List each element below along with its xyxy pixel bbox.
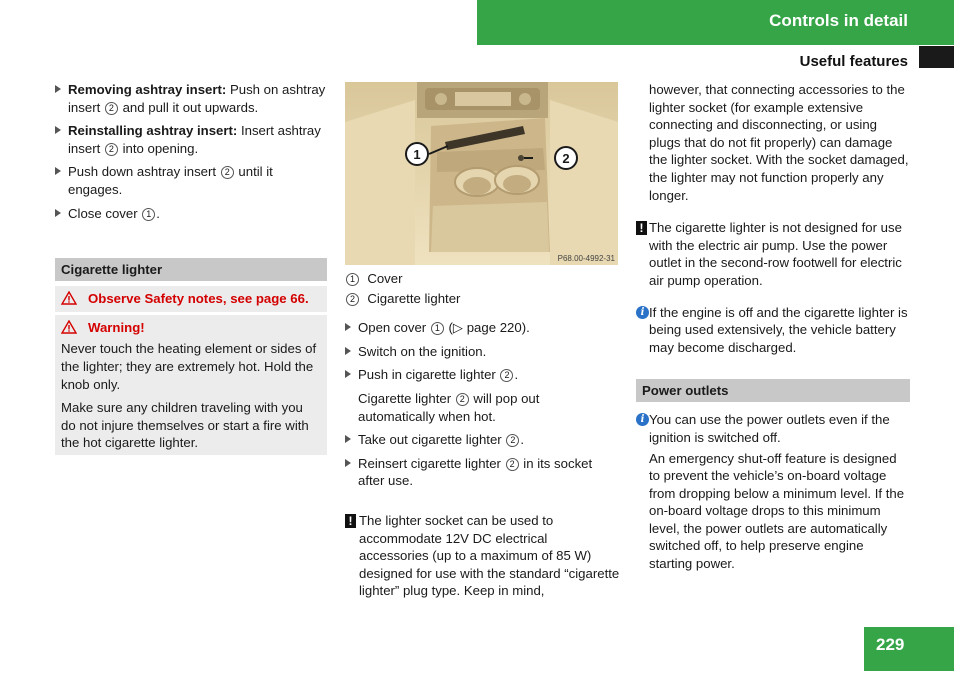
section-subtitle: Useful features	[799, 53, 908, 70]
bullet-arrow-icon	[55, 209, 61, 217]
caution-note	[636, 219, 910, 289]
item-number-circle: 2	[105, 143, 118, 156]
caution-text: The lighter socket can be used to accommodate 12V DC electrical accessories (up to a maximum of 85 W) designed for use with the standard “cigarette lighter” plug type. Keep in mind,	[359, 512, 620, 599]
item-number-circle: 2	[456, 393, 469, 406]
warning-triangle-icon	[61, 320, 77, 334]
column-right	[636, 81, 910, 573]
step-item	[55, 122, 327, 157]
caution-text: The cigarette lighter is not designed for use with the electric air pump. Use the power outlet in the second-row footwell for electric air pump operation.	[649, 220, 902, 288]
item-number-circle: 2	[346, 293, 359, 306]
info-icon: i	[636, 413, 649, 426]
info-note	[636, 411, 910, 446]
step-item	[345, 455, 620, 490]
step-label: Removing ashtray insert:	[68, 82, 227, 97]
step-text: will pop out automatically when hot.	[358, 390, 540, 424]
bullet-arrow-icon	[345, 370, 351, 378]
center-console-photo	[345, 82, 618, 265]
thumb-tab	[919, 46, 954, 68]
bullet-arrow-icon	[55, 167, 61, 175]
step-text: until it engages.	[68, 164, 273, 197]
body-paragraph: An emergency shut-off feature is designed to prevent the vehicle’s on-board voltage from dropping below a minimum level. If the on-board voltage drops to this minimum level, the power outlets are automatically switched off, to help preserve engine starting power.	[649, 450, 905, 572]
item-number-circle: 2	[221, 166, 234, 179]
caution-note-continued: however, that connecting accessories to the lighter socket (for example extensive connecting and disconnecting, or using plugs that do not fit properly) can damage the lighter socket. With the socket damaged, the lighter may not function properly any longer.	[649, 82, 909, 203]
info-text: You can use the power outlets even if the ignition is switched off.	[649, 412, 890, 445]
legend-item	[345, 270, 620, 288]
bullet-arrow-icon	[345, 323, 351, 331]
chapter-title: Controls in detail	[769, 11, 908, 30]
step-item	[345, 343, 620, 361]
column-left	[55, 81, 327, 455]
step-text: in its socket after use.	[358, 455, 593, 489]
page-number-box	[864, 627, 954, 671]
warning-text: Never touch the heating element or sides of the lighter; they are extremely hot. Hold the knob only.	[61, 341, 317, 392]
item-number-circle: 1	[142, 208, 155, 221]
step-text: .	[156, 205, 160, 221]
step-text: and pull it out upwards.	[118, 99, 259, 115]
item-number-circle: 2	[506, 434, 519, 447]
step-text: Close cover	[68, 205, 142, 221]
info-icon: i	[636, 306, 649, 319]
item-number-circle: 1	[346, 273, 359, 286]
legend-item	[345, 290, 620, 308]
step-item	[55, 163, 327, 198]
legend-text: Cigarette lighter	[367, 290, 461, 306]
item-number-circle: 2	[105, 102, 118, 115]
step-text: Reinsert cigarette lighter	[358, 455, 505, 471]
item-number-circle: 1	[431, 322, 444, 335]
section-title-cigarette-lighter: Cigarette lighter	[55, 258, 327, 281]
step-text: Push down ashtray insert	[68, 164, 220, 180]
info-text: If the engine is off and the cigarette lighter is being used extensively, the vehicle battery may become discharged.	[649, 304, 908, 355]
step-item	[55, 81, 327, 116]
chapter-header-bar	[477, 0, 954, 45]
step-text: .	[514, 367, 519, 383]
step-item	[345, 431, 620, 449]
caution-note	[345, 512, 620, 600]
warning-title: Warning!	[88, 319, 145, 335]
step-item	[345, 366, 620, 384]
step-text: Insert ashtray insert	[68, 123, 321, 156]
warning-triangle-icon	[61, 291, 77, 305]
warning-box	[55, 315, 327, 455]
safety-note-box	[55, 286, 327, 312]
callout-1-label: 1	[413, 147, 421, 162]
step-text: Take out cigarette lighter	[358, 432, 506, 448]
item-number-circle: 2	[500, 369, 513, 382]
photo-code: P68.00-4992-31	[557, 254, 615, 263]
exclamation-icon: !	[345, 514, 356, 528]
bullet-arrow-icon	[345, 459, 351, 467]
bullet-arrow-icon	[345, 435, 351, 443]
bullet-arrow-icon	[345, 347, 351, 355]
step-text: Open cover	[358, 320, 430, 336]
warning-text: Make sure any children traveling with you do not injure themselves or start a fire with the hot cigarette lighter.	[61, 400, 309, 451]
step-text: .	[520, 432, 525, 448]
info-note	[636, 304, 910, 357]
step-text: Switch on the ignition.	[358, 343, 487, 359]
bullet-arrow-icon	[55, 126, 61, 134]
step-text: Push in cigarette lighter	[358, 367, 500, 383]
step-item	[345, 319, 620, 337]
step-text: Push on ashtray insert	[68, 82, 326, 115]
exclamation-icon: !	[636, 221, 647, 235]
step-result	[345, 390, 620, 425]
bullet-arrow-icon	[55, 85, 61, 93]
legend-text: Cover	[367, 271, 403, 286]
callout-2-label: 2	[562, 151, 570, 166]
item-number-circle: 2	[506, 458, 519, 471]
section-title-power-outlets: Power outlets	[636, 379, 910, 402]
column-middle	[345, 82, 620, 600]
page-number: 229	[876, 635, 905, 654]
safety-note-link[interactable]: Observe Safety notes, see page 66.	[88, 291, 309, 307]
page-reference-link[interactable]: (▷ page 220).	[444, 320, 530, 336]
step-text: Cigarette lighter	[358, 390, 455, 406]
step-label: Reinstalling ashtray insert:	[68, 123, 238, 139]
step-item	[55, 205, 327, 223]
step-text: into opening.	[118, 140, 199, 156]
